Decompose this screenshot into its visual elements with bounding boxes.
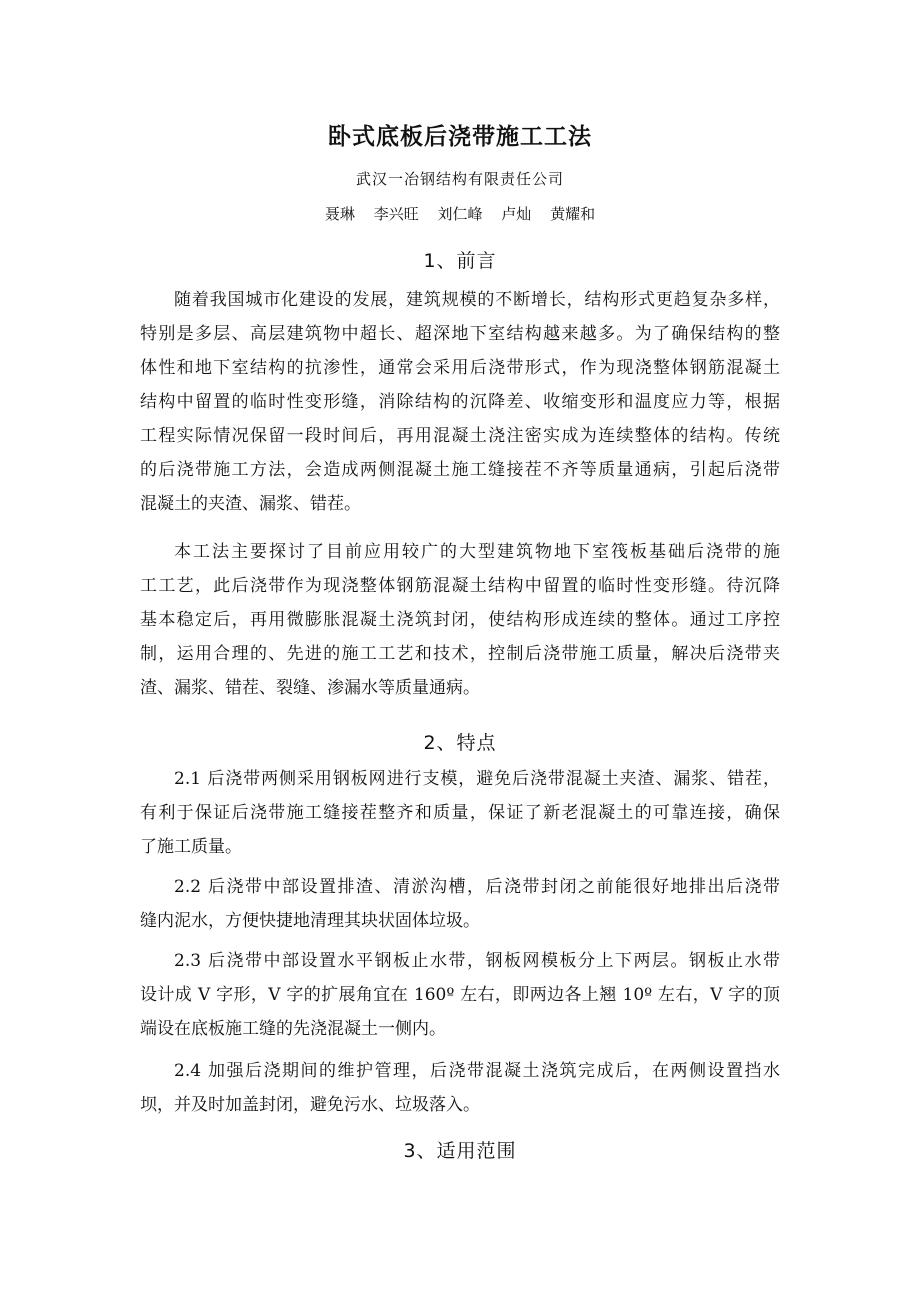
author-name: 李兴旺 — [373, 205, 419, 223]
paragraph — [140, 944, 780, 1046]
paragraph — [140, 762, 780, 864]
paragraph-line: 体性和地下室结构的抗渗性，通常会采用后浇带形式，作为现浇整体钢筋混凝土 — [140, 358, 780, 378]
paragraph-line: 特别是多层、高层建筑物中超长、超深地下室结构越来越多。为了确保结构的整 — [140, 324, 780, 344]
paragraph-line: 端设在底板施工缝的先浇混凝土一侧内。 — [140, 1019, 446, 1039]
paragraph-line: 混凝土的夹渣、漏浆、错茬。 — [140, 494, 361, 514]
paragraph-line: 2.3 后浇带中部设置水平钢板止水带，钢板网模板分上下两层。钢板止水带 — [174, 951, 780, 971]
author-name: 刘仁峰 — [437, 205, 483, 223]
paragraph-line: 制，运用合理的、先进的施工工艺和技术，控制后浇带施工质量，解决后浇带夹 — [140, 644, 780, 664]
section-heading-features: 2、特点 — [423, 732, 497, 754]
paragraph — [140, 870, 780, 938]
company-name: 武汉一冶钢结构有限责任公司 — [355, 170, 564, 188]
author-name: 卢灿 — [501, 205, 532, 223]
paragraph-line: 了施工质量。 — [140, 837, 242, 857]
paragraph-line: 缝内泥水，方便快捷地清理其块状固体垃圾。 — [140, 911, 480, 931]
paragraph-line: 2.2 后浇带中部设置排渣、清淤沟槽，后浇带封闭之前能很好地排出后浇带 — [174, 877, 780, 897]
paragraph — [140, 1054, 780, 1122]
author-list — [0, 203, 920, 224]
paragraph — [140, 535, 780, 705]
paragraph-line: 结构中留置的临时性变形缝，消除结构的沉降差、收缩变形和温度应力等，根据 — [140, 392, 780, 412]
paragraph — [140, 283, 780, 521]
paragraph-line: 有利于保证后浇带施工缝接茬整齐和质量，保证了新老混凝土的可靠连接，确保 — [140, 803, 780, 823]
paragraph-line: 本工法主要探讨了目前应用较广的大型建筑物地下室筏板基础后浇带的施 — [174, 542, 780, 562]
author-name: 聂琳 — [324, 205, 355, 223]
paragraph-line: 工程实际情况保留一段时间后，再用混凝土浇注密实成为连续整体的结构。传统 — [140, 426, 780, 446]
section-heading-preface: 1、前言 — [423, 250, 497, 272]
paragraph-line: 工工艺，此后浇带作为现浇整体钢筋混凝土结构中留置的临时性变形缝。待沉降 — [140, 576, 780, 596]
paragraph-line: 渣、漏浆、错茬、裂缝、渗漏水等质量通病。 — [140, 678, 480, 698]
document-title: 卧式底板后浇带施工工法 — [328, 124, 592, 150]
paragraph-line: 设计成 V 字形，V 字的扩展角宜在 160º 左右，即两边各上翘 10º 左右，V 字的顶 — [140, 985, 780, 1005]
section-heading-scope: 3、适用范围 — [403, 1140, 517, 1162]
paragraph-line: 的后浇带施工方法，会造成两侧混凝土施工缝接茬不齐等质量通病，引起后浇带 — [140, 460, 780, 480]
paragraph-line: 坝，并及时加盖封闭，避免污水、垃圾落入。 — [140, 1095, 480, 1115]
paragraph-line: 2.1 后浇带两侧采用钢板网进行支模，避免后浇带混凝土夹渣、漏浆、错茬， — [174, 769, 780, 789]
paragraph-line: 随着我国城市化建设的发展，建筑规模的不断增长，结构形式更趋复杂多样， — [174, 290, 780, 310]
author-name: 黄耀和 — [550, 205, 596, 223]
paragraph-line: 基本稳定后，再用微膨胀混凝土浇筑封闭，使结构形成连续的整体。通过工序控 — [140, 610, 780, 630]
paragraph-line: 2.4 加强后浇期间的维护管理，后浇带混凝土浇筑完成后，在两侧设置挡水 — [174, 1061, 780, 1081]
